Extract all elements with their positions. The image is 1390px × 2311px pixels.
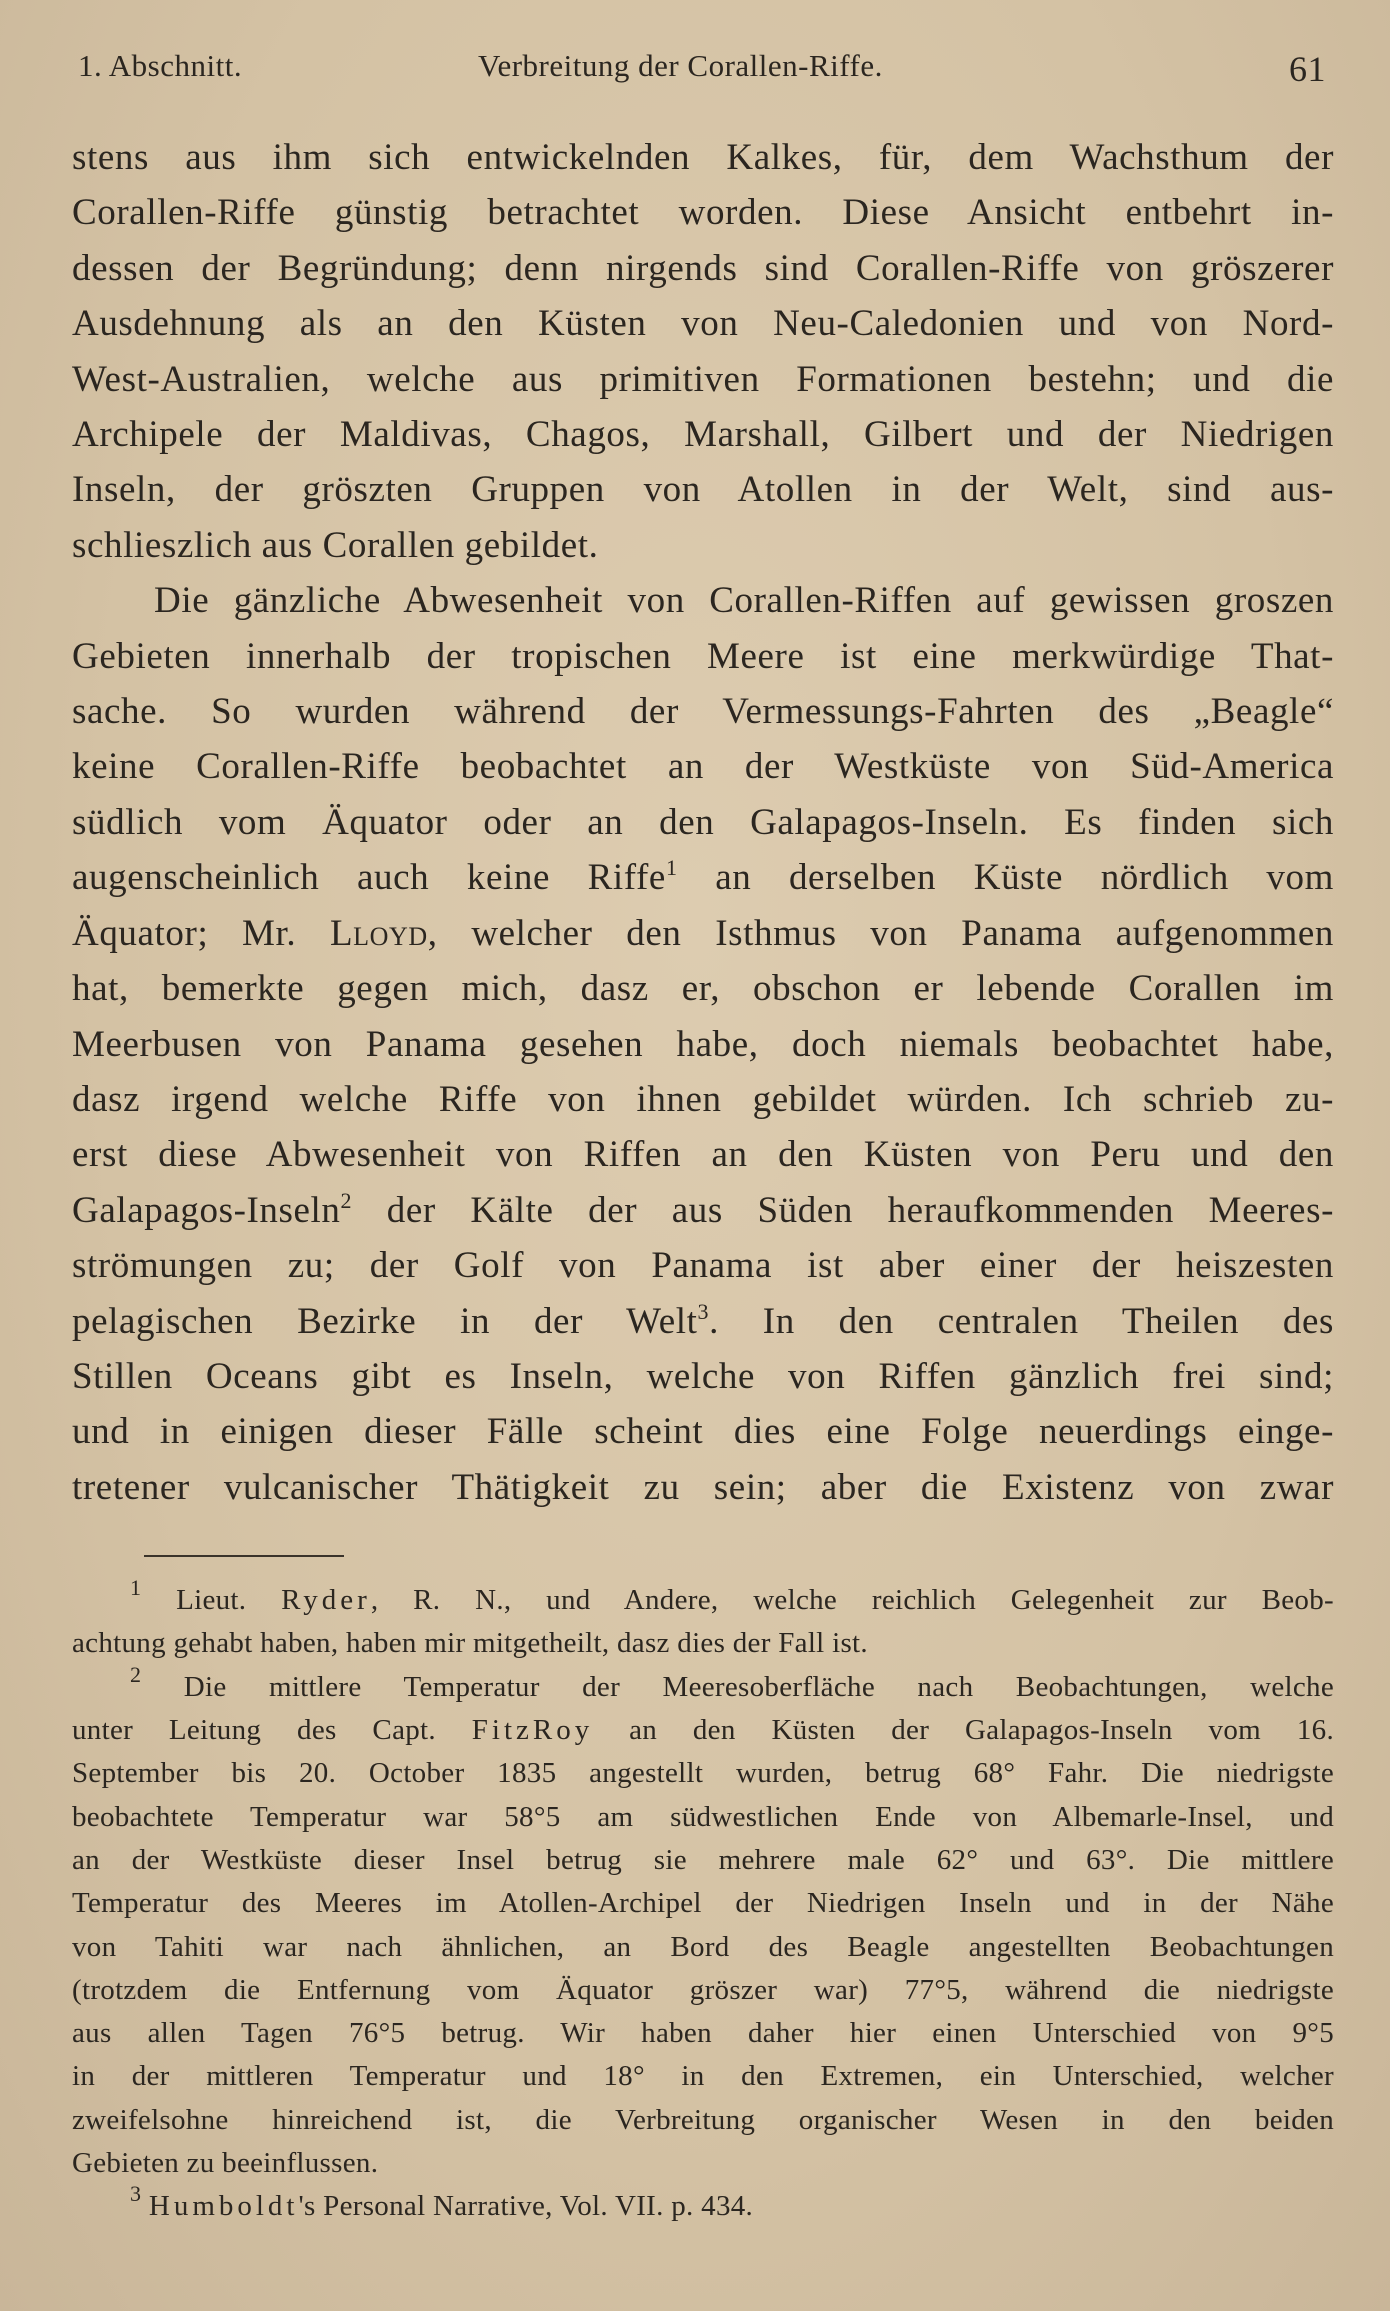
text-segment: der Kälte der aus Süden heraufkommenden Meeres- <box>352 1189 1334 1231</box>
text-segment: Die mittlere Temperatur der Meeresoberfläche nach Beobachtungen, welche <box>141 1670 1334 1703</box>
text-line: dessen der Begründung; denn nirgends sind Corallen-Riffe von gröszerer <box>72 247 1334 289</box>
text-segment: an derselben Küste nördlich vom <box>677 857 1335 899</box>
main-text <box>72 130 1334 1515</box>
text-segment: Galapagos-Inseln <box>72 1189 341 1231</box>
text-line: südlich vom Äquator oder an den Galapagos-Inseln. Es finden sich <box>72 801 1334 843</box>
text-line: Ausdehnung als an den Küsten von Neu-Caledonien und von Nord- <box>72 303 1334 345</box>
person-name: Humboldt <box>148 2190 299 2223</box>
text-segment: . In den centralen Theilen des <box>709 1300 1334 1342</box>
text-line <box>72 850 1334 905</box>
text-line <box>72 1183 1334 1238</box>
person-name: FitzRoy <box>471 1714 594 1747</box>
text-line: zweifelsohne hinreichend ist, die Verbreitung organischer Wesen in den beiden <box>72 2103 1334 2136</box>
text-line: Stillen Oceans gibt es Inseln, welche von Riffen gänzlich frei sind; <box>72 1355 1334 1397</box>
text-line: von Tahiti war nach ähnlichen, an Bord des Beagle angestellten Beobachtungen <box>72 1930 1334 1963</box>
footnotes <box>72 1575 1334 2228</box>
footnote-ref-2[interactable]: 2 <box>340 1187 353 1213</box>
text-line: an der Westküste dieser Insel betrug sie mehrere male 62° und 63°. Die mittlere <box>72 1843 1334 1876</box>
footnote-2 <box>72 1661 1334 2186</box>
text-line: und in einigen dieser Fälle scheint dies eine Folge neuerdings einge- <box>72 1411 1334 1453</box>
book-page <box>72 40 1334 2229</box>
text-segment: pelagischen Bezirke in der Welt <box>72 1300 698 1342</box>
text-line: achtung gehabt haben, haben mir mitgetheilt, dasz dies der Fall ist. <box>72 1627 868 1660</box>
text-line: hat, bemerkte gegen mich, dasz er, obschon er lebende Corallen im <box>72 968 1334 1010</box>
text-line <box>72 1709 1334 1752</box>
text-line: aus allen Tagen 76°5 betrug. Wir haben daher hier einen Unterschied von 9°5 <box>72 2017 1334 2050</box>
text-segment: augenscheinlich auch keine Riffe <box>72 857 666 899</box>
text-line: sache. So wurden während der Vermessungs-Fahrten des „Beagle“ <box>72 691 1334 733</box>
chapter-title: Verbreitung der Corallen-Riffe. <box>478 48 883 83</box>
text-line: beobachtete Temperatur war 58°5 am südwestlichen Ende von Albemarle-Insel, und <box>72 1800 1334 1833</box>
text-line: Inseln, der gröszten Gruppen von Atollen in der Welt, sind aus- <box>72 469 1334 511</box>
footnote-marker: 2 <box>130 1661 142 1687</box>
footnote-3 <box>72 2181 1334 2228</box>
footnote-ref-1[interactable]: 1 <box>665 855 678 881</box>
text-line: West-Australien, welche aus primitiven Formationen bestehn; und die <box>72 358 1334 400</box>
person-name: Ryder <box>281 1584 371 1617</box>
text-line <box>72 906 1334 961</box>
footnote-marker: 1 <box>130 1575 142 1601</box>
text-line: Archipele der Maldivas, Chagos, Marshall, Gilbert und der Niedrigen <box>72 414 1334 456</box>
person-name: Lloyd <box>329 912 428 954</box>
text-line <box>72 1661 1334 1709</box>
text-segment: , welcher den Isthmus von Panama aufgenommen <box>427 912 1334 954</box>
text-line: September bis 20. October 1835 angestellt wurden, betrug 68° Fahr. Die niedrigste <box>72 1757 1334 1790</box>
footnote-divider <box>144 1555 344 1557</box>
text-line: Temperatur des Meeres im Atollen-Archipel der Niedrigen Inseln und in der Nähe <box>72 1887 1334 1920</box>
text-segment: 's Personal Narrative, Vol. VII. p. 434. <box>298 2190 754 2223</box>
text-segment: , R. N., und Andere, welche reichlich Gelegenheit zur Beob- <box>370 1584 1334 1617</box>
text-line: Die gänzliche Abwesenheit von Corallen-Riffen auf gewissen groszen <box>154 580 1334 622</box>
text-segment <box>141 2190 149 2222</box>
text-line <box>72 1575 1334 1622</box>
text-segment: Lieut. <box>141 1584 282 1617</box>
text-line <box>72 1294 1334 1349</box>
text-segment: unter Leitung des Capt. <box>72 1714 472 1747</box>
text-line: dasz irgend welche Riffe von ihnen gebildet würden. Ich schrieb zu- <box>72 1078 1334 1120</box>
text-line: erst diese Abwesenheit von Riffen an den Küsten von Peru und den <box>72 1134 1334 1176</box>
text-line: Gebieten innerhalb der tropischen Meere ist eine merkwürdige That- <box>72 635 1334 677</box>
text-line: Corallen-Riffe günstig betrachtet worden. Diese Ansicht entbehrt in- <box>72 192 1334 234</box>
text-segment: an den Küsten der Galapagos-Inseln vom 16. <box>593 1714 1334 1747</box>
footnote-ref-3[interactable]: 3 <box>697 1298 710 1324</box>
text-line: stens aus ihm sich entwickelnden Kalkes, für, dem Wachsthum der <box>72 137 1334 178</box>
text-segment: Äquator; Mr. <box>72 912 330 954</box>
footnote-marker: 3 <box>130 2181 142 2207</box>
running-head <box>72 40 1334 100</box>
text-line: strömungen zu; der Golf von Panama ist aber einer der heiszesten <box>72 1245 1334 1287</box>
text-line <box>72 2181 1334 2228</box>
text-line: in der mittleren Temperatur und 18° in den Extremen, ein Unterschied, welcher <box>72 2060 1334 2093</box>
page-number: 61 <box>1289 49 1326 89</box>
text-line: tretener vulcanischer Thätigkeit zu sein; aber die Existenz von zwar <box>72 1466 1334 1508</box>
section-label: 1. Abschnitt. <box>78 48 243 83</box>
text-line: Meerbusen von Panama gesehen habe, doch niemals beobachtet habe, <box>72 1023 1334 1065</box>
text-line: Gebieten zu beeinflussen. <box>72 2147 379 2180</box>
text-line: schlieszlich aus Corallen gebildet. <box>72 524 599 566</box>
text-line: (trotzdem die Entfernung vom Äquator gröszer war) 77°5, während die niedrigste <box>72 1973 1334 2006</box>
paragraph-2 <box>72 573 1334 1515</box>
paragraph-1 <box>72 130 1334 573</box>
footnote-1 <box>72 1575 1334 1666</box>
text-line: keine Corallen-Riffe beobachtet an der Westküste von Süd-America <box>72 746 1334 788</box>
